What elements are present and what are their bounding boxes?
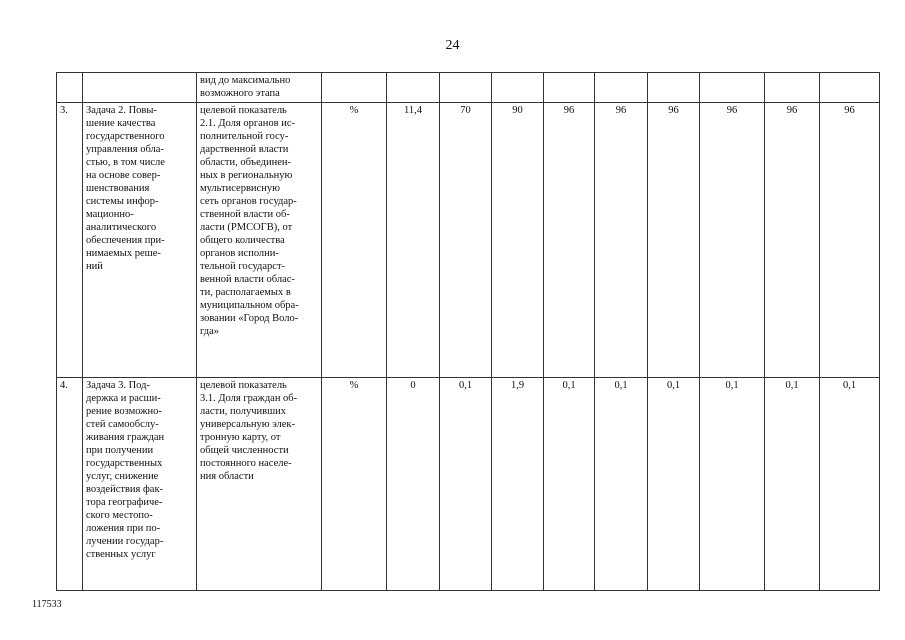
value-cell: 90: [492, 103, 544, 378]
indicator-table: [56, 72, 880, 591]
row-number-cell: [57, 73, 83, 103]
unit-cell: [322, 73, 387, 103]
value-cell: 0: [387, 378, 440, 591]
table-row: [57, 378, 880, 591]
row-number-cell: 4.: [57, 378, 83, 591]
row-number-cell: 3.: [57, 103, 83, 378]
value-cell: 96: [700, 103, 765, 378]
unit-cell: %: [322, 103, 387, 378]
indicator-cell: вид до максимально возможного этапа: [197, 73, 322, 103]
value-cell: 96: [765, 103, 820, 378]
value-cell: [700, 73, 765, 103]
value-cell: 0,1: [544, 378, 595, 591]
value-cell: 0,1: [765, 378, 820, 591]
value-cell: 1,9: [492, 378, 544, 591]
value-cell: 96: [648, 103, 700, 378]
indicator-cell: целевой показатель 3.1. Доля граждан об- ласти, получивших универсальную элек- тронную карту, от общей численности постоянного населе- ния области: [197, 378, 322, 591]
value-cell: [492, 73, 544, 103]
value-cell: [544, 73, 595, 103]
page-number: 24: [445, 38, 460, 53]
task-cell: Задача 3. Под- держка и расши- рение возможно- стей самообслу- живания граждан при получении государственных услуг, снижение воздействия фак- тора географиче- ского местопо- ложения при по- лучении государ- ственных услуг: [83, 378, 197, 591]
value-cell: [648, 73, 700, 103]
unit-cell: %: [322, 378, 387, 591]
value-cell: [387, 73, 440, 103]
value-cell: 0,1: [440, 378, 492, 591]
value-cell: 96: [595, 103, 648, 378]
value-cell: [820, 73, 880, 103]
value-cell: 0,1: [648, 378, 700, 591]
task-cell: Задача 2. Повы- шение качества государственного управления обла- стью, в том числе на основе совер- шенствования системы инфор- мационно- аналитического обеспечения при- нимаемых реше- ний: [83, 103, 197, 378]
value-cell: 70: [440, 103, 492, 378]
value-cell: 96: [544, 103, 595, 378]
value-cell: 96: [820, 103, 880, 378]
indicator-cell: целевой показатель 2.1. Доля органов ис- полнительной госу- дарственной власти области, объединен- ных в региональную мультисервисную сеть органов государ- ственной власти об- ласти (РМСОГВ), от общего количества органов исполни- тельной государст- венной власти облас- ти, располагаемых в муниципальном обра- зовании «Город Воло- гда»: [197, 103, 322, 378]
value-cell: 0,1: [700, 378, 765, 591]
value-cell: [440, 73, 492, 103]
footer-document-code: 117533: [32, 599, 62, 610]
value-cell: 0,1: [595, 378, 648, 591]
task-cell: [83, 73, 197, 103]
value-cell: [765, 73, 820, 103]
table-row: [57, 103, 880, 378]
table-row: [57, 73, 880, 103]
value-cell: 0,1: [820, 378, 880, 591]
value-cell: [595, 73, 648, 103]
value-cell: 11,4: [387, 103, 440, 378]
